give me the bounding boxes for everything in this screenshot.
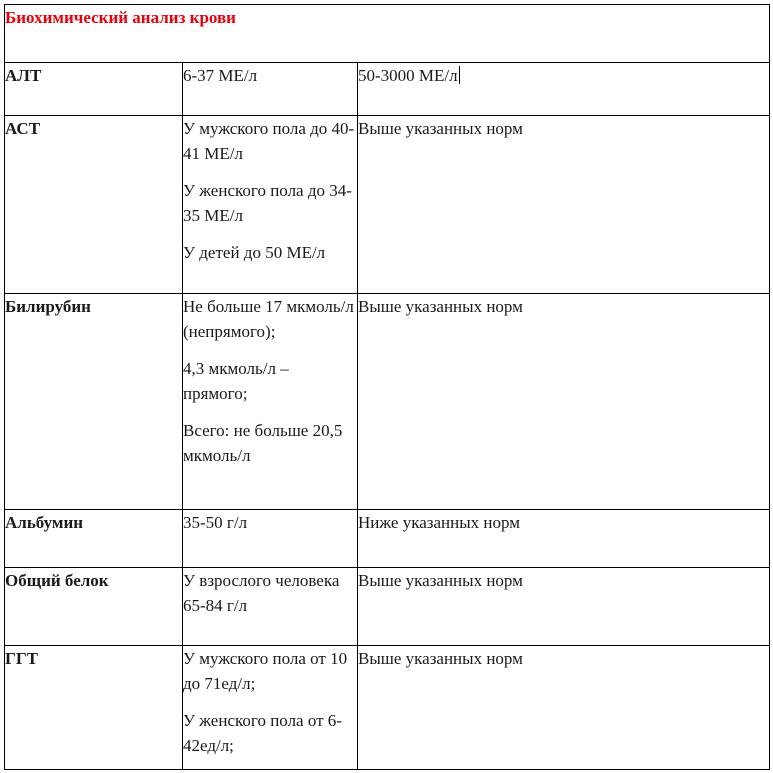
deviation-text: Выше указанных норм — [358, 116, 770, 294]
norm-cell — [183, 63, 358, 116]
norm-text: 35-50 г/л — [183, 513, 248, 532]
table-row — [5, 510, 770, 568]
norm-text: У мужского пола до 40-41 МЕ/л — [183, 119, 355, 163]
table-title: Биохимический анализ крови — [5, 5, 770, 63]
parameter-name: АЛТ — [5, 63, 183, 116]
norm-text: У детей до 50 МЕ/л — [183, 243, 326, 262]
table-row — [5, 116, 770, 294]
norm-cell — [183, 116, 358, 294]
norm-text: Всего: не больше 20,5 мкмоль/л — [183, 421, 343, 465]
norm-text: У мужского пола от 10 до 71ед/л; — [183, 649, 348, 693]
deviation-text: Ниже указанных норм — [358, 510, 770, 568]
parameter-name: ГГТ — [5, 646, 183, 770]
norm-cell — [183, 646, 358, 770]
deviation-text: Выше указанных норм — [358, 294, 770, 510]
table-row — [5, 568, 770, 646]
norm-text: Не больше 17 мкмоль/л (непрямого); — [183, 297, 354, 341]
norm-text: У взрослого человека 65-84 г/л — [183, 571, 340, 615]
deviation-text: 50-3000 МЕ/л — [358, 66, 458, 85]
norm-text: 6-37 МЕ/л — [183, 66, 258, 85]
parameter-name: АСТ — [5, 116, 183, 294]
norm-cell — [183, 294, 358, 510]
table-row — [5, 646, 770, 770]
norm-cell — [183, 510, 358, 568]
deviation-cell[interactable] — [358, 63, 770, 116]
norm-text: У женского пола до 34-35 МЕ/л — [183, 181, 352, 225]
deviation-text: Выше указанных норм — [358, 568, 770, 646]
parameter-name: Общий белок — [5, 568, 183, 646]
norm-cell — [183, 568, 358, 646]
norm-text: У женского пола от 6-42ед/л; — [183, 711, 342, 755]
parameter-name: Билирубин — [5, 294, 183, 510]
table-row — [5, 294, 770, 510]
deviation-text: Выше указанных норм — [358, 646, 770, 770]
table-title-row — [5, 5, 770, 63]
biochemistry-table — [4, 4, 770, 770]
norm-text: 4,3 мкмоль/л – прямого; — [183, 359, 289, 403]
table-row — [5, 63, 770, 116]
parameter-name: Альбумин — [5, 510, 183, 568]
